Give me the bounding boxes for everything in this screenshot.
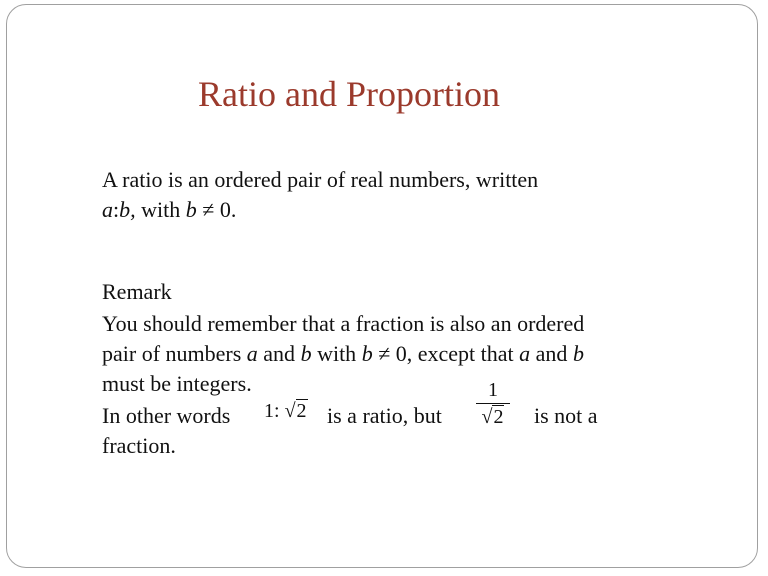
- remark-line-2: [102, 340, 584, 368]
- slide-title: Ratio and Proportion: [198, 74, 500, 114]
- ratio-one-colon: 1:: [264, 400, 280, 422]
- sqrt-two: [285, 400, 308, 423]
- remark-line-3: must be integers.: [102, 371, 252, 396]
- sqrt-symbol: √: [284, 400, 296, 422]
- var-a: a: [102, 197, 113, 222]
- var-b: b: [300, 341, 312, 366]
- var-b: b: [361, 341, 373, 366]
- remark-line-4-mid: is a ratio, but: [327, 403, 442, 428]
- remark-text: ≠ 0, except that: [372, 341, 520, 366]
- var-b: b: [572, 341, 584, 366]
- fraction-numerator: 1: [488, 379, 498, 401]
- radicand: 2: [296, 400, 307, 422]
- remark-text: and: [530, 341, 573, 366]
- colon: :: [113, 197, 120, 222]
- fraction-denominator: [474, 405, 512, 429]
- definition-line-2: [102, 196, 236, 224]
- definition-line-1: A ratio is an ordered pair of real numbers, written: [102, 167, 539, 192]
- remark-text: pair of numbers: [102, 341, 247, 366]
- ratio-expression: [264, 400, 308, 423]
- neq-zero: ≠ 0.: [196, 197, 237, 222]
- remark-text: with: [311, 341, 362, 366]
- var-b-2: b: [185, 197, 197, 222]
- fraction-one-over-sqrt-two: [474, 378, 512, 429]
- var-b: b,: [119, 197, 136, 222]
- remark-line-4-start: In other words: [102, 403, 231, 428]
- with-text: with: [135, 197, 186, 222]
- remark-heading: Remark: [102, 279, 172, 304]
- sqrt-symbol: √: [481, 406, 493, 428]
- remark-text: and: [257, 341, 301, 366]
- radicand: 2: [493, 406, 504, 428]
- remark-line-5: fraction.: [102, 433, 176, 458]
- remark-line-4-end: is not a: [534, 403, 598, 428]
- var-a: a: [246, 341, 258, 366]
- fraction-bar: [476, 403, 510, 404]
- remark-line-1: You should remember that a fraction is also an ordered: [102, 311, 585, 336]
- var-a: a: [519, 341, 531, 366]
